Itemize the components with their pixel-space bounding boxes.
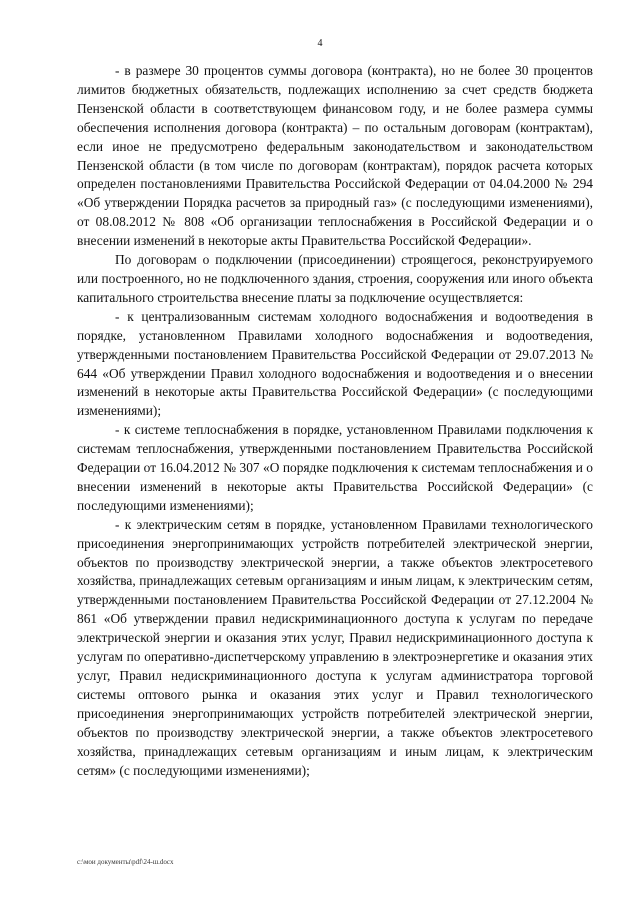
paragraph-water-supply: - к централизованным системам холодного водоснабжения и водоотведения в порядке, установленном Правилами холодного водоснабжения и водоотведения, утвержденными постановлением Правительства Российской Федерации от 29.07.2013 № 644 «Об утверждении Правил холодного водоснабжения и водоотведения и о внесении изменений в некоторые акты Правительства Российской Федерации» (с последующими изменениями); (77, 308, 593, 419)
document-body (77, 62, 593, 780)
page-number: 4 (317, 38, 323, 49)
footer-file-path: c:\мои документы\pdf\24-ш.docx (77, 858, 174, 866)
paragraph-electric-networks: - к электрическим сетям в порядке, установленном Правилами технологического присоединения энергопринимающих устройств потребителей электрической энергии, объектов по производству электрической энергии, а также объектов электросетевого хозяйства, принадлежащих сетевым организациям и иным лицам, к электрическим сетям, утвержденными постановлением Правительства Российской Федерации от 27.12.2004 № 861 «Об утверждении правил недискриминационного доступа к услугам по передаче электрической энергии и оказания этих услуг, Правил недискриминационного доступа к услугам по оперативно-диспетчерскому управлению в электроэнергетике и оказания этих услуг, Правил недискриминационного доступа к услугам администратора торговой системы оптового рынка и оказания этих услуг и Правил технологического присоединения энергопринимающих устройств потребителей электрической энергии, объектов по производству электрической энергии, а также объектов электросетевого хозяйства, принадлежащих сетевым организациям и иным лицам, к электрическим сетям» (с последующими изменениями); (77, 516, 593, 778)
paragraph-advance-payment: - в размере 30 процентов суммы договора (контракта), но не более 30 процентов лимитов бюджетных обязательств, подлежащих исполнению за счет средств бюджета Пензенской области в соответствующем финансовом году, и не более размера суммы обеспечения исполнения договора (контракта) – по остальным договорам (контрактам), если иное не предусмотрено федеральным законодательством и законодательством Пензенской области (в том числе по договорам (контрактам), порядок расчета которых определен постановлениями Правительства Российской Федерации от 04.04.2000 № 294 «Об утверждении Порядка расчетов за природный газ» (с последующими изменениями), от 08.08.2012 № 808 «Об организации теплоснабжения в Российской Федерации и о внесении изменений в некоторые акты Правительства Российской Федерации». (77, 63, 593, 249)
paragraph-heat-supply: - к системе теплоснабжения в порядке, установленном Правилами подключения к системам теплоснабжения, утвержденными постановлением Правительства Российской Федерации от 16.04.2012 № 307 «О порядке подключения к системам теплоснабжения и о внесении изменений в некоторые акты Правительства Российской Федерации» (с последующими изменениями); (77, 422, 593, 513)
paragraph-connection-contracts: По договорам о подключении (присоединении) строящегося, реконструируемого или построенного, но не подключенного здания, строения, сооружения или иного объекта капитального строительства внесение платы за подключение осуществляется: (77, 252, 593, 305)
